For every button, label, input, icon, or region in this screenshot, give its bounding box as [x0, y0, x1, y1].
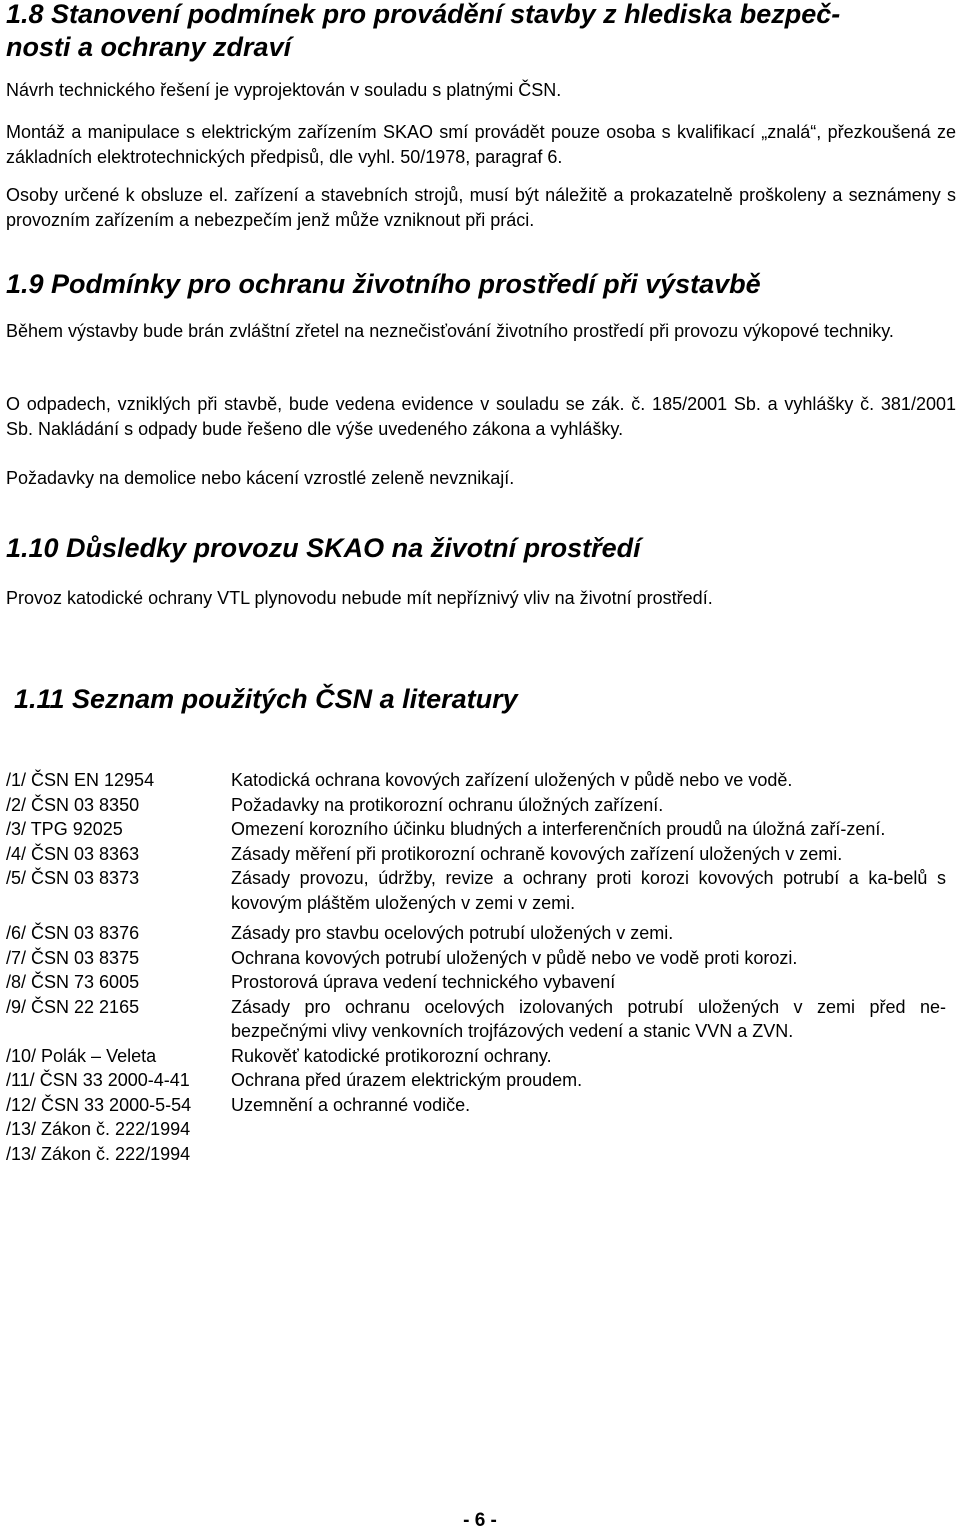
section-1-8-title-line1: 1.8 Stanovení podmínek pro provádění stavby z hlediska bezpeč- — [6, 0, 841, 29]
reference-code: /12/ ČSN 33 2000-5-54 — [6, 1094, 192, 1115]
section-1-8-paragraph-2: Montáž a manipulace s elektrickým zařízením SKAO smí provádět pouze osoba s kvalifikací „znalá“, přezkoušená ze základních elektrotechnických předpisů, dle vyhl. 50/1978, paragraf 6. — [6, 122, 956, 167]
reference-item — [6, 793, 956, 818]
section-1-10-title: 1.10 Důsledky provozu SKAO na životní prostředí — [6, 533, 641, 563]
section-1-9-paragraph-3: Požadavky na demolice nebo kácení vzrostlé zeleně nevznikají. — [6, 468, 515, 488]
reference-title: Ochrana před úrazem elektrickým proudem. — [231, 1070, 583, 1090]
reference-code: /9/ ČSN 22 2165 — [6, 996, 140, 1017]
reference-title: Zásady měření při protikorozní ochraně kovových zařízení uložených v zemi. — [231, 843, 843, 864]
page-number-footer — [0, 1510, 960, 1532]
section-1-10-paragraph-1: Provoz katodické ochrany VTL plynovodu nebude mít nepříznivý vliv na životní prostředí. — [6, 588, 713, 608]
reference-title: Katodická ochrana kovových zařízení uložených v půdě nebo ve vodě. — [231, 770, 793, 790]
reference-code: /1/ ČSN EN 12954 — [6, 770, 155, 790]
reference-code: /7/ ČSN 03 8375 — [6, 947, 140, 968]
reference-item — [6, 995, 956, 1044]
reference-code: /6/ ČSN 03 8376 — [6, 923, 140, 943]
reference-code: /8/ ČSN 73 6005 — [6, 972, 140, 992]
reference-title: Rukověť katodické protikorozní ochrany. — [231, 1045, 552, 1066]
section-1-9-paragraph-1: Během výstavby bude brán zvláštní zřetel na neznečisťování životního prostředí při provozu výkopové techniky. — [6, 321, 894, 341]
section-1-9-title: 1.9 Podmínky pro ochranu životního prostředí při výstavbě — [6, 269, 761, 299]
reference-title: Omezení korozního účinku bludných a interferenčních proudů na úložná zaří-zení. — [231, 819, 886, 839]
section-1-9-paragraph-2: O odpadech, vzniklých při stavbě, bude vedena evidence v souladu se zák. č. 185/2001 Sb. a vyhlášky č. 381/2001 Sb. Nakládání s odpady bude řešeno dle výše uvedeného zákona a vyhlášky. — [6, 394, 956, 439]
reference-item — [6, 842, 956, 867]
reference-code: /4/ ČSN 03 8363 — [6, 843, 140, 864]
reference-title: Zásady provozu, údržby, revize a ochrany proti korozi kovových potrubí a ka-belů s kovovým pláštěm uložených v zemi v zemi. — [231, 868, 946, 913]
reference-item — [6, 866, 956, 915]
reference-item — [6, 1093, 956, 1118]
section-1-8-title — [6, 0, 956, 64]
reference-code: /2/ ČSN 03 8350 — [6, 794, 140, 815]
reference-code: /13/ Zákon č. 222/1994 — [6, 1143, 191, 1164]
reference-code: /13/ Zákon č. 222/1994 — [6, 1119, 191, 1139]
section-1-11-title: 1.11 Seznam použitých ČSN a literatury — [14, 684, 518, 714]
reference-item — [6, 946, 956, 971]
reference-title: Požadavky na protikorozní ochranu úložných zařízení. — [231, 794, 664, 815]
reference-title — [231, 1117, 956, 1142]
reference-code: /5/ ČSN 03 8373 — [6, 868, 140, 888]
reference-item — [6, 970, 956, 995]
reference-code: /10/ Polák – Veleta — [6, 1045, 157, 1066]
reference-item — [6, 921, 956, 946]
reference-title: Uzemnění a ochranné vodiče. — [231, 1094, 471, 1115]
reference-title — [231, 1142, 956, 1167]
section-1-8-paragraph-1: Návrh technického řešení je vyprojektován v souladu s platnými ČSN. — [6, 80, 562, 100]
reference-title: Prostorová úprava vedení technického vybavení — [231, 972, 616, 992]
reference-title: Ochrana kovových potrubí uložených v půdě nebo ve vodě proti korozi. — [231, 947, 798, 968]
reference-item — [6, 1068, 956, 1093]
reference-code: /11/ ČSN 33 2000-4-41 — [6, 1070, 190, 1090]
section-1-8-paragraph-3: Osoby určené k obsluze el. zařízení a stavebních strojů, musí být náležitě a prokazatelně proškoleny a seznámeny s provozním zařízením a nebezpečím jenž může vzniknout při práci. — [6, 185, 956, 230]
reference-item — [6, 1117, 956, 1142]
reference-code: /3/ TPG 92025 — [6, 819, 123, 839]
reference-title: Zásady pro ochranu ocelových izolovaných potrubí uložených v zemi před ne-bezpečnými vlivy venkovních trojfázových vedení a stanic VVN a ZVN. — [231, 996, 946, 1041]
page-number: - 6 - — [463, 1510, 497, 1531]
reference-list — [6, 768, 956, 1166]
section-1-8-title-line2: nosti a ochrany zdraví — [6, 32, 292, 62]
reference-item — [6, 817, 956, 842]
reference-title: Zásady pro stavbu ocelových potrubí uložených v zemi. — [231, 923, 674, 943]
reference-item — [6, 768, 956, 793]
reference-item — [6, 1044, 956, 1069]
reference-item — [6, 1142, 956, 1167]
